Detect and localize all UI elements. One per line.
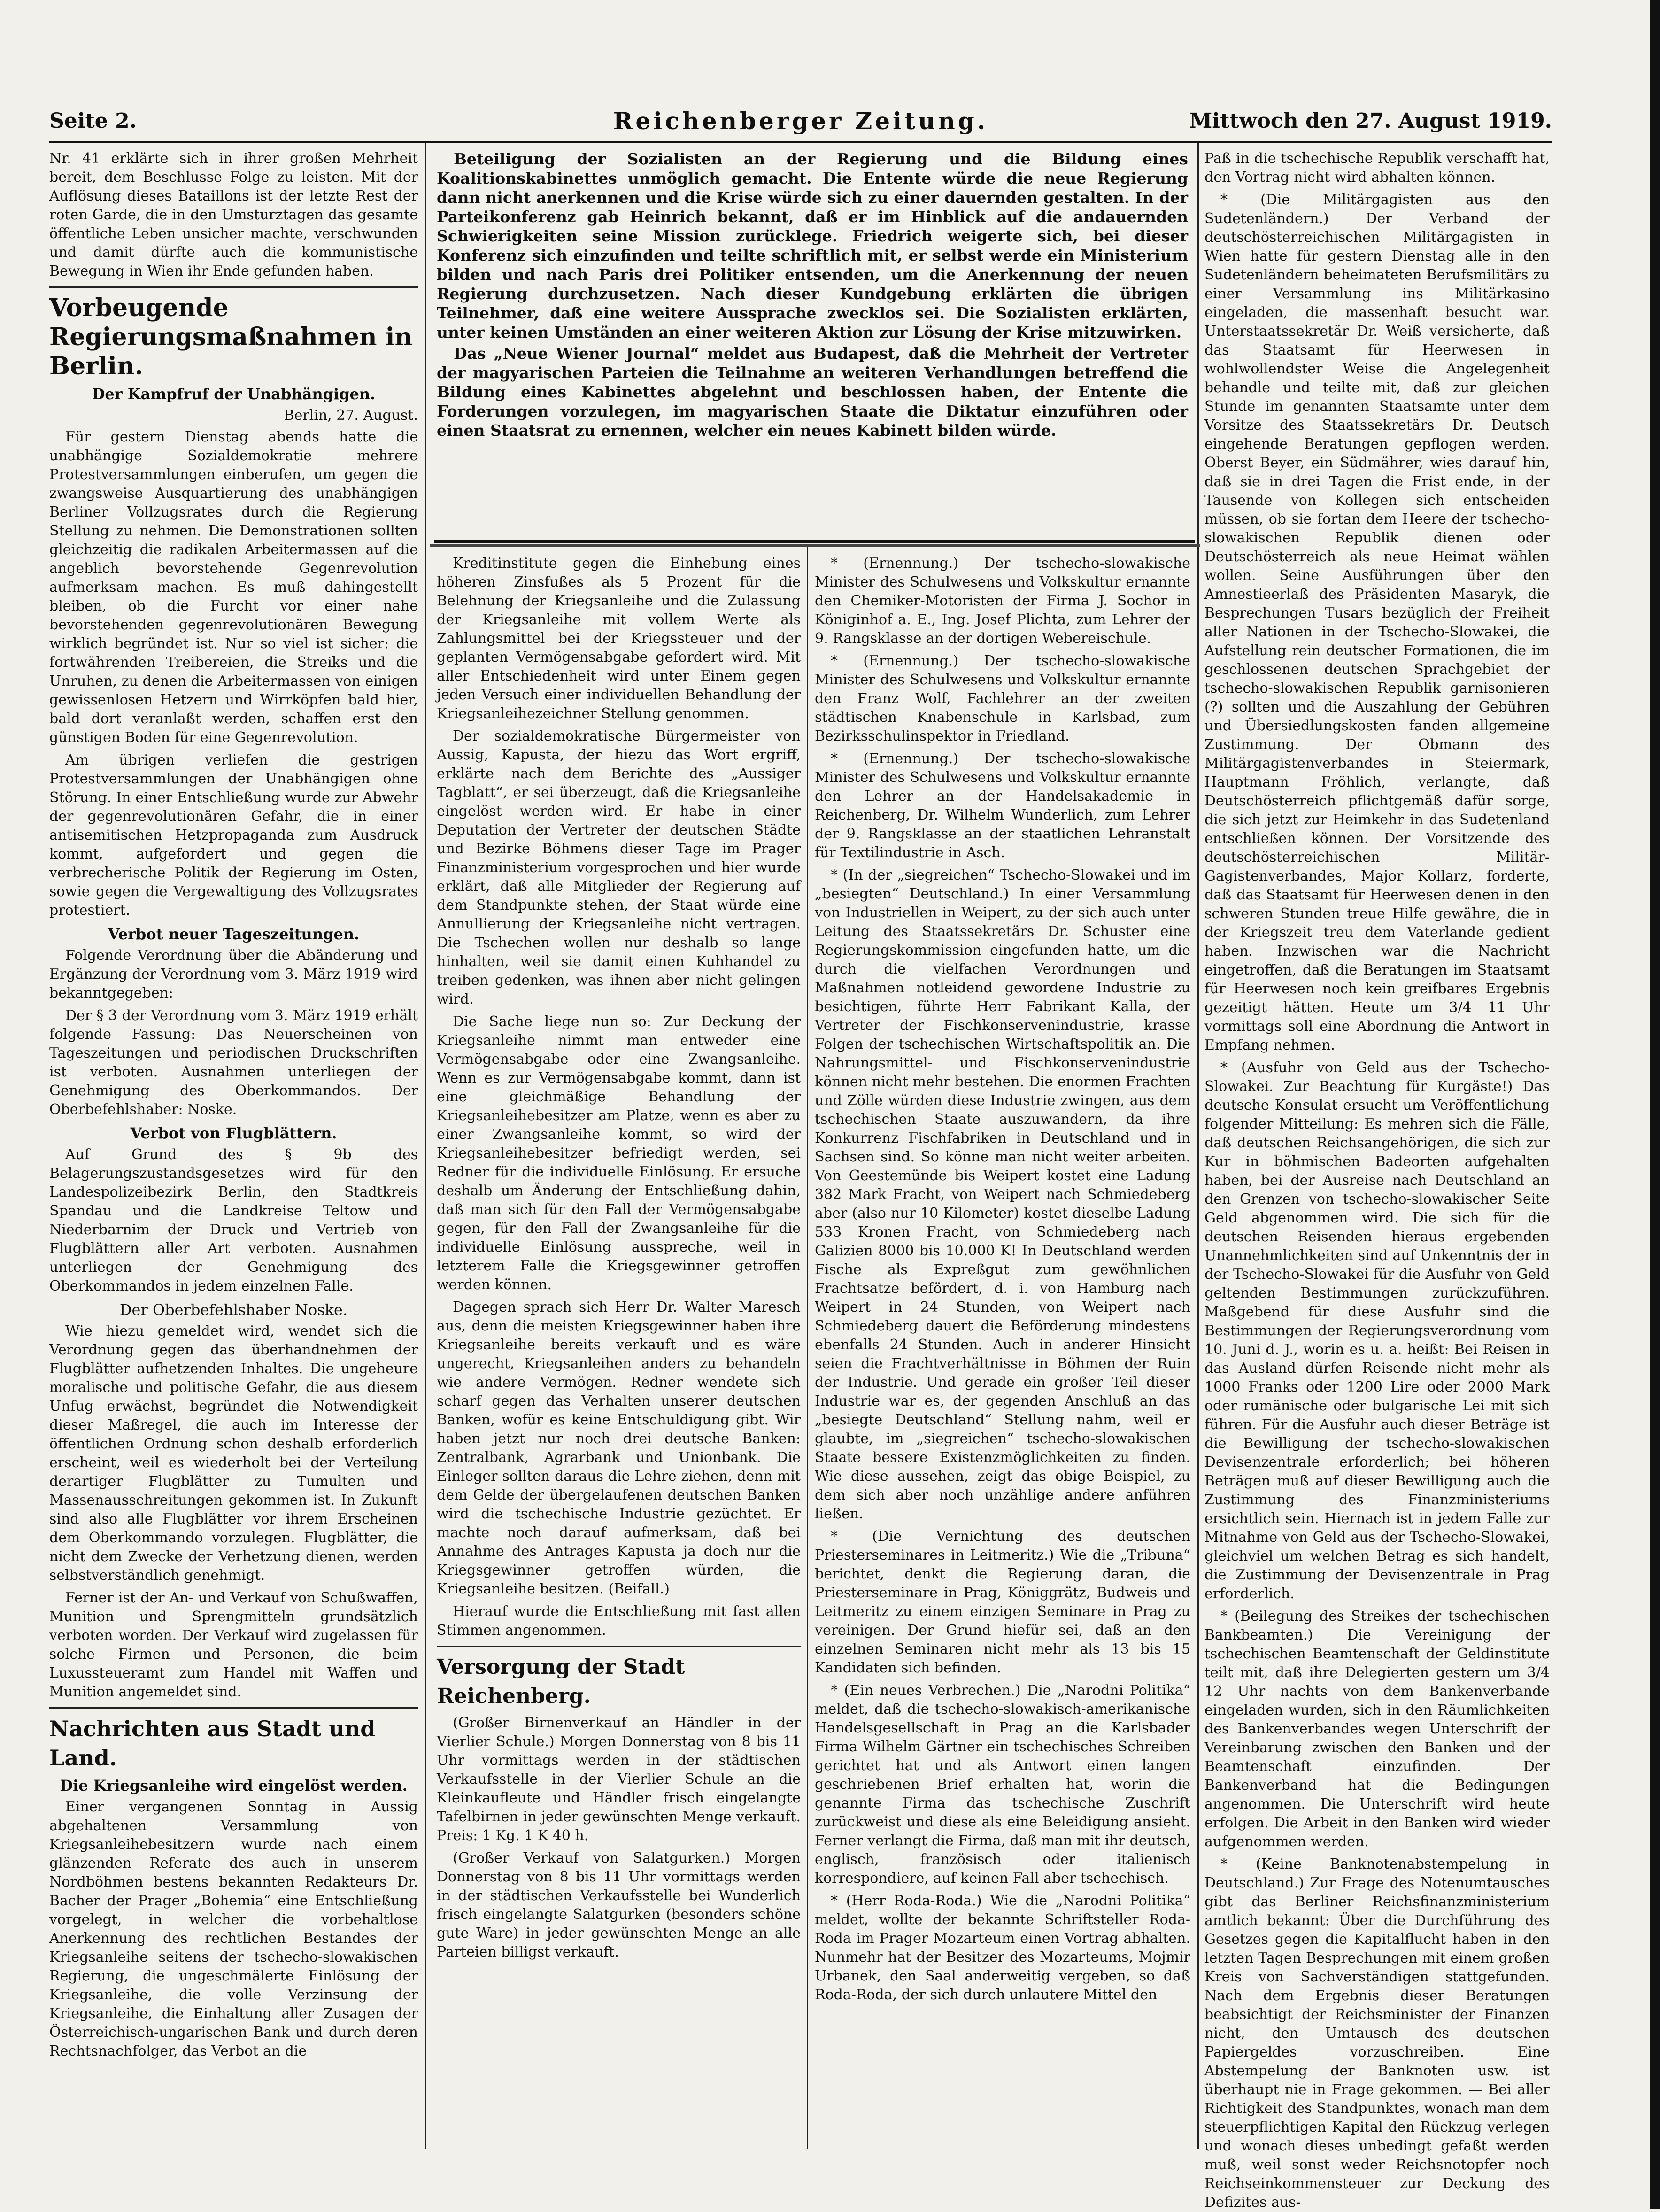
article-text: * (Ausfuhr von Geld aus der Tschecho-Slowakei. Zur Beachtung für Kurgäste!) Das deutsche Konsulat ersucht um Veröffentlichung folgender Mitteilung: Es mehren sich die Fälle, daß deutschen Reichsangehörigen, die sich zur Kur in böhmischen Badeorten aufgehalten haben, bei der Ausreise nach Deutschland an den Grenzen von tschecho-slowakischer Seite Geld abgenommen wird. Die sich für die deutschen Reisenden hieraus ergebenden Unannehmlichkeiten sind auf Unkenntnis der in der Tschecho-Slowakei für die Ausfuhr von Geld geltenden Bestimmungen zurückzuführen. Maßgebend für diese Ausfuhr sind die Bestimmungen der Regierungsverordnung vom 10. Juni d. J., worin es u. a. heißt: Bei Reisen in das Ausland dürfen Reisende nicht mehr als 1000 Franks oder 1200 Lire oder 2000 Mark oder rumänische oder bulgarische Lei mit sich führen. Für die Ausfuhr auch dieser Beträge ist die Bewilligung der tschecho-slowakischen Devisenzentrale erforderlich; bei höheren Beträgen muß auf dieser Bewilligung auch die Zustimmung des Finanzministeriums ersichtlich sein. Hiernach ist in jedem Falle zur Mitnahme von Geld aus der Tschecho-Slowakei, gleichviel um welchen Betrag es sich handelt, die Zustimmung der Devisenzentrale in Prag erforderlich. <box>1204 1060 1550 1602</box>
article-text: * (Ernennung.) Der tschecho-slowakische Minister des Schulwesens und Volkskultur ernannte den Lehrer an der Handelsakademie in Reichenberg, Dr. Wilhelm Wunderlich, zum Lehrer der 9. Rangsklasse an der staatlichen Lehranstalt für Textilindustrie in Asch. <box>815 750 1190 861</box>
headline-supply: Versorgung der Stadt Reichenberg. <box>437 1655 685 1708</box>
dateline: Berlin, 27. August. <box>284 407 418 424</box>
column-1 <box>49 149 418 2150</box>
article-text: Dagegen sprach sich Herr Dr. Walter Maresch aus, denn die meisten Kriegsgewinner haben ihre Kriegsanleihe bereits verkauft und es wäre ungerecht, Kriegsanleihen anders zu behandeln wie andere Vermögen. Redner wendete sich scharf gegen das Verhalten unserer deutschen Banken, wofür es keine Entschuldigung gibt. Wir haben jetzt nur noch drei deutsche Banken: Zentralbank, Agrarbank und Unionbank. Die Einleger sollten daraus die Lehre ziehen, denn mit dem Gelde der übergelaufenen deutschen Banken wird die tschechische Industrie gezüchtet. Er machte noch darauf aufmerksam, daß bei Annahme des Antrages Kapusta ja doch nur die Kriegsgewinner getroffen würden, die Kriegsanleihe besitzen. (Beifall.) <box>437 1299 801 1597</box>
article-text: Einer vergangenen Sonntag in Aussig abgehaltenen Versammlung von Kriegsanleihebesitzern wurde nach einem glänzenden Referate des auch in unserem Nordböhmen bestens bekannten Redakteurs Dr. Bacher der Prager „Bohemia“ eine Entschließung vorgelegt, in welcher die vorbehaltlose Anerkennung des rechtlichen Bestandes der Kriegsanleihe seitens der tschecho-slowakischen Regierung, die ungeschmälerte Einlösung der Kriegsanleihe, die volle Verzinsung der Kriegsanleihe, die Einhaltung aller Zusagen der Österreichisch-ungarischen Bank und durch deren Rechtsnachfolger, das Verbot an die <box>49 1799 418 2059</box>
block-rule <box>434 540 1195 543</box>
masthead: Reichenberger Zeitung. <box>613 107 988 135</box>
article-text: Nr. 41 erklärte sich in ihrer großen Mehrheit bereit, dem Beschlusse Folge zu leisten. Mit der Auflösung dieses Bataillons ist der letzte Rest der roten Garde, die in den Umsturztagen das gesamte öffentliche Leben unsicher machte, verschwunden und damit dürfte auch die kommunistische Bewegung in Wien ihr Ende gefunden haben. <box>49 150 418 279</box>
column-2 <box>437 554 801 2151</box>
column-rule <box>425 143 426 2149</box>
subheadline: Verbot neuer Tageszeitungen. <box>108 925 360 943</box>
article-text: Für gestern Dienstag abends hatte die unabhängige Sozialdemokratie mehrere Protestversammlungen einberufen, um gegen die zwangsweise Ausquartierung des unabhängigen Berliner Vollzugsrates durch die Regierung Stellung zu nehmen. Die Demonstrationen sollten gleichzeitig die radikalen Arbeitermassen auf die angeblich bevorstehende Gegenrevolution aufmerksam machen. Es muß dahingestellt bleiben, ob die Furcht vor einer nahe bevorstehenden gegenrevolutionären Bewegung wirklich begründet ist. Nur so viel ist sicher: die fortwährenden Treibereien, die Streiks und die Unruhen, zu denen die Arbeitermassen von einigen gewissenlosen Hetzern und Wirrköpfen bald hier, bald dort veranlaßt werden, schaffen erst den günstigen Boden für eine Gegenrevolution. <box>49 429 418 746</box>
header-rule <box>49 141 1552 143</box>
scan-edge <box>1650 0 1660 2209</box>
article-text: Beteiligung der Sozialisten an der Regierung und die Bildung eines Koalitionskabinettes unmöglich gemacht. Die Entente würde die neue Regierung dann nicht anerkennen und die Krise würde sich zu einer dauernden gestalten. In der Parteikonferenz gab Heinrich bekannt, daß er im Hinblick auf die andauernden Schwierigkeiten seine Mission zurücklege. Friedrich weigerte sich, bei dieser Konferenz sich einzufinden und teilte schriftlich mit, er selbst werde ein Ministerium bilden und nach Paris drei Politiker entsenden, um die Anerkennung der neuen Regierung durchzusetzen. Nach dieser Kundgebung erklärten die übrigen Teilnehmer, daß eine weitere Aussprache zwecklos sei. Die Sozialisten erklärten, unter keinen Umständen an einer weiteren Aktion zur Lösung der Krise mitzuwirken. <box>437 150 1188 341</box>
page-header <box>49 104 1552 137</box>
issue-date: Mittwoch den 27. August 1919. <box>1189 109 1552 133</box>
article-text: Am übrigen verliefen die gestrigen Protestversammlungen der Unabhängigen ohne Störung. In einer Entschließung wurde zur Abwehr der gegenrevolutionären Gefahr, die in einer antisemitischen Hetzpropaganda zum Ausdruck kommt, aufgefordert und gegen die verbrecherische Politik der Regierung im Osten, sowie gegen die Vergewaltigung des Vollzugsrates protestiert. <box>49 752 418 919</box>
page-number: Seite 2. <box>49 109 137 133</box>
column-rule <box>1197 143 1199 2149</box>
article-text: * (Ein neues Verbrechen.) Die „Narodni Politika“ meldet, daß die tschecho-slowakisch-amerikanische Handelsgesellschaft in Prag an die Karlsbader Firma Wilhelm Gärtner ein tschechisches Schreiben gerichtet hat und als Antwort einen langen geschriebenen Brief erhalten hat, worin die genannte Firma das tschechische Zuschrift zurückweist und diese als eine Beleidigung ansieht. Ferner verlangt die Firma, daß man mit ihr deutsch, englisch, französisch oder italienisch korrespondiere, auf keinen Fall aber tschechisch. <box>815 1682 1190 1887</box>
article-text: Auf Grund des § 9b des Belagerungszustandsgesetzes wird für den Landespolizeibezirk Berlin, den Stadtkreis Spandau und die Landkreise Teltow und Niederbarnim der Druck und Vertrieb von Flugblättern aller Art verboten. Ausnahmen unterliegen der Genehmigung des Oberkommandos in jedem einzelnen Falle. <box>49 1146 418 1294</box>
article-text: Die Sache liege nun so: Zur Deckung der Kriegsanleihe nimmt man entweder eine Vermögensabgabe oder eine Zwangsanleihe. Wenn es zur Vermögensabgabe kommt, dann ist eine gleichmäßige Behandlung der Kriegsanleihebesitzer am Platze, wenn es aber zu einer Zwangsanleihe kommt, so wird der Kriegsanleihebesitzer befriedigt werden, sei Redner für die individuelle Einlösung. Er ersuche deshalb um Änderung der Entschließung dahin, daß man sich für den Fall der Vermögensabgabe gegen, für den Fall der Zwangsanleihe für die individuelle Einlösung ausspreche, weil in letzterem Falle die Kriegsgewinner getroffen werden können. <box>437 1013 801 1293</box>
headline-berlin: Vorbeugende Regierungsmaßnahmen in Berlin. <box>49 294 413 380</box>
article-divider <box>49 286 418 288</box>
bold-news-block <box>437 149 1188 535</box>
article-text: Paß in die tschechische Republik verschafft hat, den Vortrag nicht wird abhalten können. <box>1204 150 1550 186</box>
block-rule <box>430 544 1200 547</box>
column-rule <box>807 545 808 2149</box>
headline-local-news: Nachrichten aus Stadt und Land. <box>49 1716 376 1771</box>
article-text: Folgende Verordnung über die Abänderung und Ergänzung der Verordnung vom 3. März 1919 wird bekanntgegeben: <box>49 947 418 1001</box>
article-text: * (Die Militärgagisten aus den Sudetenländern.) Der Verband der deutschösterreichischen Militärgagisten in Wien hatte für gestern Dienstag alle in den Sudetenländern beheimateten Berufsmilitärs zu einer Versammlung ins Militärkasino eingeladen, die massenhaft besucht war. Unterstaatssekretär Dr. Weiß versicherte, daß das Staatsamt für Heerwesen in wohlwollendster Weise die Angelegenheit behandle und teilte mit, daß zur gleichen Stunde im genannten Staatsamte unter dem Vorsitze des Staatssekretärs Dr. Deutsch eingehende Beratungen gepflogen werden. Oberst Beyer, ein Südmährer, wies darauf hin, daß sie in drei Tagen die Frist ende, in der Tausende von Kollegen sich entscheiden müssen, ob sie fortan dem Heere der tschecho-slowakischen Republik dienen oder Deutschösterreich als neue Heimat wählen wollen. Seine Ausführungen über den Amnestieerlaß des Präsidenten Masaryk, die Besprechungen Tusars bezüglich der Freiheit aller Nationen in der Tschecho-Slowakei, die Aufstellung rein deutscher Formationen, die im geschlossenen deutschen Sprachgebiet der tschecho-slowakischen Republik garnisonieren (?) sollten und die Auszahlung der Gebühren und Übersiedlungskosten fanden allgemeine Zustimmung. Der Obmann des Militärgagistenverbandes in Steiermark, Hauptmann Fröhlich, verlangte, daß Deutschösterreich pflichtgemäß dafür sorge, die sich jetzt zur Heimkehr in das Sudetenland entschließen können. Der Vorsitzende des deutschösterreichischen Militär-Gagistenverbandes, Major Kollarz, forderte, daß das Staatsamt für Heerwesen denen in den schweren Stunden treue Hilfe gewähre, die in der Kriegszeit treu dem Vaterlande gedient haben. Inzwischen war die Nachricht eingetroffen, daß die Beratungen im Staatsamt für Heerwesen noch kein greifbares Ergebnis gezeitigt hätten. Heute um 3/4 11 Uhr vormittags soll eine Abordnung die Antwort in Empfang nehmen. <box>1204 192 1550 1053</box>
section-divider <box>437 1646 801 1647</box>
article-text: (Großer Birnenverkauf an Händler in der Vierlier Schule.) Morgen Donnerstag von 8 bis 11 Uhr vormittags werden in der städtischen Verkaufsstelle in der Vierlier Schule an die Kleinkaufleute und Händler frisch eingelangte Tafelbirnen in jeder gewünschten Menge verkauft. Preis: 1 Kg. 1 K 40 h. <box>437 1715 801 1844</box>
article-text: Ferner ist der An- und Verkauf von Schußwaffen, Munition und Sprengmitteln grundsätzlich verboten worden. Der Verkauf wird zugelassen für solche Firmen und Personen, die beim Luxussteueramt zum Handel mit Waffen und Munition angemeldet sind. <box>49 1590 418 1700</box>
subheadline: Der Kampfruf der Unabhängigen. <box>92 385 376 403</box>
article-text: Wie hiezu gemeldet wird, wendet sich die Verordnung gegen das überhandnehmen der Flugblätter aufhetzenden Inhaltes. Die ungeheure moralische und politische Gefahr, die aus diesem Unfug erwächst, begründet die Notwendigkeit dieser Maßregel, die auch im Interesse der öffentlichen Ordnung schon deshalb erforderlich erscheint, weil es wiederholt bei der Verteilung derartiger Flugblätter zu Tumulten und Massenausschreitungen gekommen ist. In Zukunft sind also alle Flugblätter vor ihrem Erscheinen dem Oberkommando vorzulegen. Flugblätter, die nicht dem Zwecke der Verhetzung dienen, werden selbstverständlich genehmigt. <box>49 1323 418 1584</box>
article-text: * (Ernennung.) Der tschecho-slowakische Minister des Schulwesens und Volkskultur ernannte den Chemiker-Motoristen der Firma J. Sochor in Königinhof a. E., Ing. Josef Plichta, zum Lehrer der 9. Rangsklasse an der dortigen Webereischule. <box>815 555 1190 647</box>
article-text: * (Beilegung des Streikes der tschechischen Bankbeamten.) Die Vereinigung der tschechischen Beamtenschaft der Geldinstitute teilt mit, daß ihre Delegierten gestern um 3/4 12 Uhr nachts von dem Bankenverbande eingeladen wurden, sich in den Räumlichkeiten des Bankenverbandes wegen Unterschrift der Vereinbarung zwischen den Banken und der Beamtenschaft einzufinden. Der Bankenverband hat die Bedingungen angenommen. Die Unterschrift wird heute erfolgen. Die Arbeit in den Banken wird wieder aufgenommen werden. <box>1204 1608 1550 1850</box>
article-text: Der sozialdemokratische Bürgermeister von Aussig, Kapusta, der hiezu das Wort ergriff, erklärte nach dem Berichte des „Aussiger Tagblatt“, er sei überzeugt, daß die Kriegsanleihe eingelöst werden wird. Er habe in einer Deputation der Vertreter der deutschen Städte und Bezirke Böhmens dieser Tage im Prager Finanzministerium vorgesprochen und hier wurde erklärt, daß alle Mitglieder der Regierung auf dem Standpunkte stehen, der Staat würde eine Annullierung der Kriegsanleihe nicht vertragen. Die Tschechen wollen nur deshalb so lange hinhalten, weil sie damit einen Kuhhandel zu treiben gedenken, was ihnen aber nicht gelingen wird. <box>437 728 801 1007</box>
article-text: * (Ernennung.) Der tschecho-slowakische Minister des Schulwesens und Volkskultur ernannte den Franz Wolf, Fachlehrer an der zweiten städtischen Knabenschule in Karlsbad, zum Bezirksschulinspektor in Friedland. <box>815 653 1190 744</box>
article-text: (Großer Verkauf von Salatgurken.) Morgen Donnerstag von 8 bis 11 Uhr vormittags werden in der städtischen Verkaufsstelle bei Wunderlich frisch eingelangte Salatgurken (besonders schöne gute Ware) in jeder gewünschten Menge an alle Parteien billigst verkauft. <box>437 1850 801 1960</box>
article-text: * (Keine Banknotenabstempelung in Deutschland.) Zur Frage des Notenumtausches gibt das Berliner Reichsfinanzministerium amtlich bekannt: Über die Durchführung des Gesetzes gegen die Kapitalflucht haben in den letzten Tagen Besprechungen mit einem großen Kreis von Sachverständigen stattgefunden. Nach dem Ergebnis dieser Beratungen beabsichtigt der Reichsminister der Finanzen nicht, den Umtausch des deutschen Papiergeldes vorzuschreiben. Eine Abstempelung der Banknoten usw. ist überhaupt nie in Frage gekommen. — Bei aller Richtigkeit des Standpunktes, wonach man dem steuerpflichtigen Kapital den Rückzug verlegen und wonach dieses unbedingt gefaßt werden muß, weil sonst weder Reichsnotopfer noch Reichseinkommensteuer zur Deckung des Defizites aus- <box>1204 1856 1550 2211</box>
article-text: * (Die Vernichtung des deutschen Priesterseminares in Leitmeritz.) Wie die „Tribuna“ berichtet, denkt die Regierung daran, die Priesterseminare in Prag, Königgrätz, Budweis und Leitmeritz zu einem einzigen Seminare in Prag zu vereinigen. Der Grund hiefür sei, daß an den einzelnen Seminaren nicht mehr als 13 bis 15 Kandidaten sich befinden. <box>815 1528 1190 1676</box>
subheadline: Die Kriegsanleihe wird eingelöst werden. <box>60 1777 408 1794</box>
article-text: * (Herr Roda-Roda.) Wie die „Narodni Politika“ meldet, wollte der bekannte Schriftsteller Roda-Roda im Prager Mozarteum einen Vortrag abhalten. Nunmehr hat der Besitzer des Mozarteums, Mojmir Urbanek, den Saal anderweitig vergeben, so daß Roda-Roda, der sich durch unlautere Mittel den <box>815 1893 1190 2003</box>
signature: Der Oberbefehlshaber Noske. <box>119 1301 348 1319</box>
column-3 <box>815 554 1190 2151</box>
article-text: Kreditinstitute gegen die Einhebung eines höheren Zinsfußes als 5 Prozent für die Belehnung der Kriegsanleihe und die Zulassung der Kriegsanleihe mit vollem Werte als Zahlungsmittel bei der Kriegssteuer und der geplanten Vermögensabgabe gefordert wird. Mit aller Entschiedenheit wird unter Einem gegen jeden Versuch einer individuellen Behandlung der Kriegsanleihezeichner Stellung genommen. <box>437 555 801 722</box>
article-text: Der § 3 der Verordnung vom 3. März 1919 erhält folgende Fassung: Das Neuerscheinen von Tageszeitungen und periodischen Druckschriften ist verboten. Ausnahmen unterliegen der Genehmigung des Oberkommandos. Der Oberbefehlshaber: Noske. <box>49 1007 418 1118</box>
article-text: Das „Neue Wiener Journal“ meldet aus Budapest, daß die Mehrheit der Vertreter der magyarischen Parteien die Teilnahme an weiteren Verhandlungen betreffend die Bildung eines Kabinettes abgelehnt und beschlossen haben, der Entente die Forderungen vorzulegen, im magyarischen Staate die Diktatur einzuführen oder einen Staatsrat zu ernennen, welcher ein neues Kabinett bilden würde. <box>437 344 1188 440</box>
column-4 <box>1204 149 1550 2211</box>
article-text: * (In der „siegreichen“ Tschecho-Slowakei und im „besiegten“ Deutschland.) In einer Versammlung von Industriellen in Weipert, zu der sich auch unter Leitung des Staatssekretärs Dr. Schuster eine Regierungskommission eingefunden hatte, um die durch die vielfachen Verordnungen und Maßnahmen notleidend gewordene Industrie zu besichtigen, führte Herr Fabrikant Kalla, der Vertreter der Fischkonservenindustrie, krasse Folgen der tschechischen Wirtschaftspolitik an. Die Nahrungsmittel- und Fischkonservenindustrie können nicht mehr bestehen. Die enormen Frachten und Zölle würden diese Industrie zwingen, aus dem tschechischen Staate auszuwandern, da ihre Konkurrenz Fischfabriken in Deutschland und in Sachsen sind. So könne man nicht weiter arbeiten. Von Geestemünde bis Weipert kostet eine Ladung 382 Mark Fracht, von Weipert nach Schmiedeberg aber (also nur 10 Kilometer) kostet dieselbe Ladung 533 Kronen Fracht, von Schmiedeberg nach Galizien 8000 bis 10.000 K! In Deutschland werden Fische als Expreßgut zum gewöhnlichen Frachtsatze befördert, d. i. von Hamburg nach Weipert in 24 Stunden, von Weipert nach Schmiedeberg dauert die Beförderung mindestens ebenfalls 24 Stunden. Auch in anderer Hinsicht seien die Frachtverhältnisse in Böhmen der Ruin der Industrie. Und gerade ein großer Teil dieser Industrie war es, der gegenden Anschluß an das „besiegte Deutschland“ Stellung nahm, weil er glaubte, im „siegreichen“ tschecho-slowakischen Staate bessere Existenzmöglichkeiten zu finden. Wie diese aussehen, zeigt das obige Beispiel, zu dem sich aber noch unzählige andere anführen ließen. <box>815 867 1190 1522</box>
subheadline: Verbot von Flugblättern. <box>130 1124 337 1142</box>
section-divider <box>49 1707 418 1709</box>
article-text: Hierauf wurde die Entschließung mit fast allen Stimmen angenommen. <box>437 1603 801 1639</box>
